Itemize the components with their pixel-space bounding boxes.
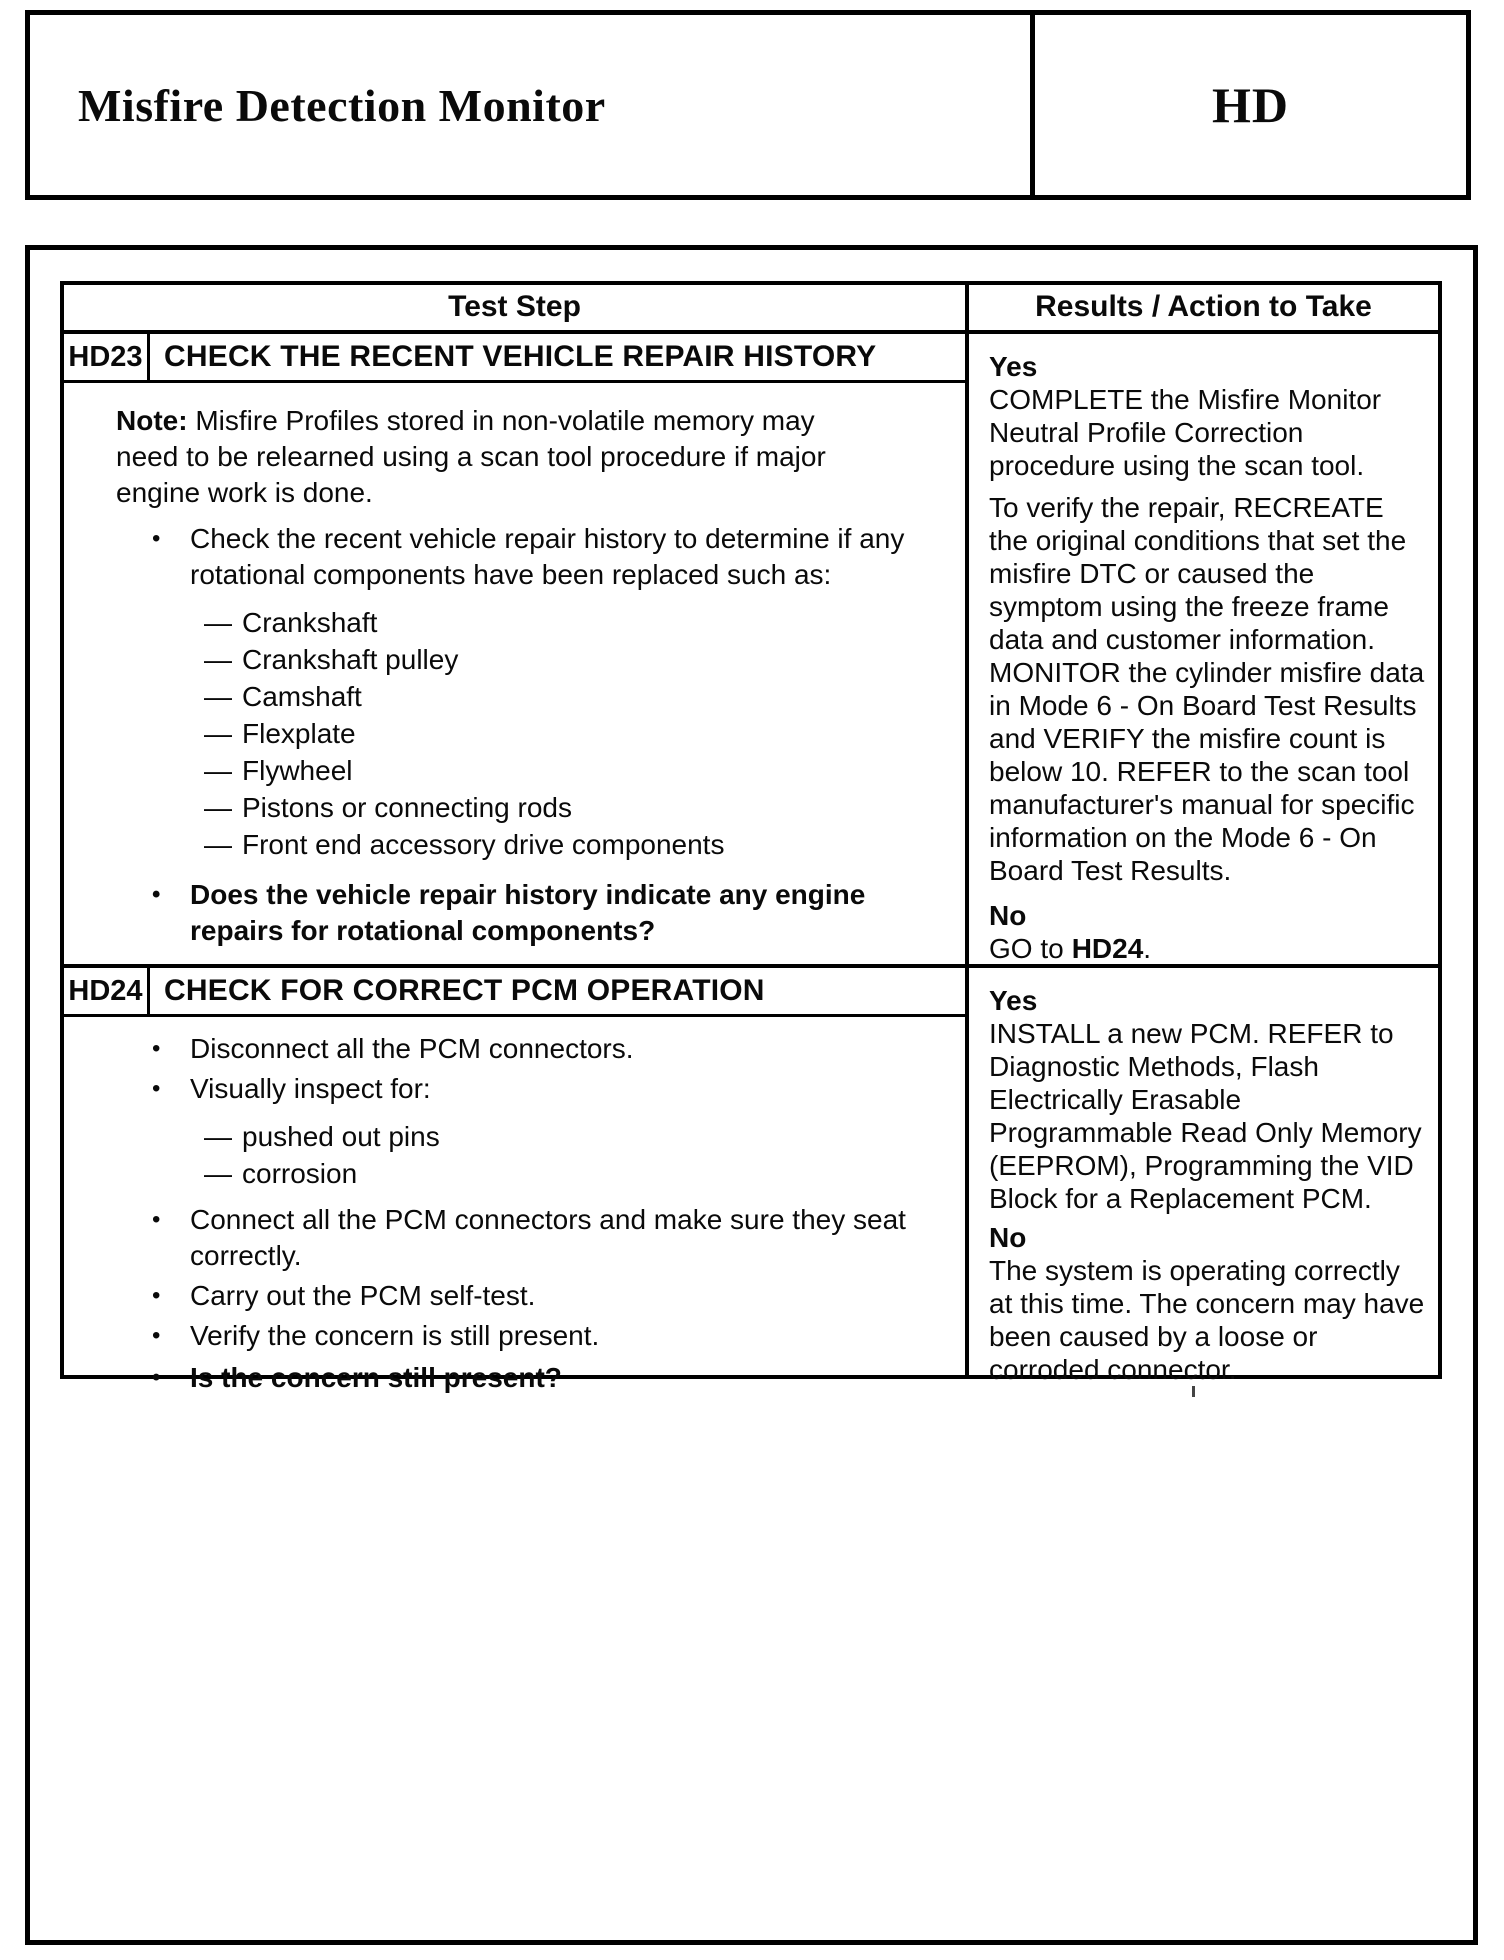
bullet-marker: • bbox=[152, 1206, 161, 1233]
step-hd24-title-row bbox=[64, 968, 965, 1017]
bullet-question bbox=[152, 877, 929, 949]
step-block-hd23 bbox=[64, 334, 1438, 968]
bullet-marker: • bbox=[152, 881, 161, 908]
bullet-text: Visually inspect for: bbox=[190, 1073, 431, 1104]
step-hd24-test-column bbox=[64, 968, 969, 1393]
component-item bbox=[204, 753, 935, 789]
yes-action-text: INSTALL a new PCM. REFER to Diagnostic Methods, Flash Electrically Erasable Programmable Read Only Memory (EEPROM), Programming the VID Block for a Replacement PCM. bbox=[989, 1018, 1422, 1214]
dash-marker: — bbox=[204, 1158, 232, 1189]
component-item bbox=[204, 605, 935, 641]
no-action-text bbox=[989, 932, 1428, 965]
bullet-marker: • bbox=[152, 1035, 161, 1062]
bullet-marker: • bbox=[152, 1075, 161, 1102]
col-header-results: Results / Action to Take bbox=[1035, 290, 1372, 323]
component-item bbox=[204, 679, 935, 715]
diagnostic-table bbox=[60, 281, 1442, 1393]
no-label: No bbox=[989, 1222, 1027, 1253]
bullet-marker: • bbox=[152, 525, 161, 552]
bullet-question bbox=[152, 1360, 929, 1396]
step-hd23-body bbox=[64, 383, 965, 964]
yes-label: Yes bbox=[989, 985, 1038, 1016]
bullet-item bbox=[152, 1031, 929, 1067]
component-text: Flywheel bbox=[242, 755, 353, 786]
dash-marker: — bbox=[204, 718, 232, 749]
yes-action-text: To verify the repair, RECREATE the original conditions that set the misfire DTC or caused the symptom using the freeze frame data and customer information. MONITOR the cylinder misfire data in Mode 6 - On Board Test Results and VERIFY the misfire count is below 10. REFER to the scan tool manufacturer's manual for specific information on the Mode 6 - On Board Test Results. bbox=[989, 492, 1425, 886]
table-header-row bbox=[64, 285, 1438, 334]
component-item bbox=[204, 642, 935, 678]
results-cell-hd23 bbox=[969, 334, 1438, 964]
bullet-item bbox=[152, 521, 929, 593]
step-title-hd24: CHECK FOR CORRECT PCM OPERATION bbox=[164, 974, 765, 1007]
component-text: Front end accessory drive components bbox=[242, 829, 725, 860]
component-item bbox=[204, 790, 935, 826]
col-header-test-step: Test Step bbox=[64, 285, 969, 330]
inspect-item bbox=[204, 1156, 935, 1192]
inspect-list bbox=[64, 1119, 947, 1192]
component-text: Pistons or connecting rods bbox=[242, 792, 572, 823]
component-item bbox=[204, 716, 935, 752]
content-box bbox=[25, 245, 1478, 1945]
dash-marker: — bbox=[204, 681, 232, 712]
bullet-item bbox=[152, 1318, 929, 1354]
header-box bbox=[25, 10, 1471, 200]
yes-label: Yes bbox=[989, 351, 1038, 382]
bullet-marker: • bbox=[152, 1322, 161, 1349]
component-text: Camshaft bbox=[242, 681, 362, 712]
note-label: Note: bbox=[116, 405, 188, 436]
step-id-hd23: HD23 bbox=[64, 334, 150, 380]
component-text: Crankshaft pulley bbox=[242, 644, 459, 675]
bullet-marker: • bbox=[152, 1282, 161, 1309]
bullet-item bbox=[152, 1278, 929, 1314]
scan-artifact-mark bbox=[1192, 1386, 1195, 1397]
component-item bbox=[204, 827, 935, 863]
bullet-marker: • bbox=[152, 1364, 161, 1391]
step-hd23-test-column bbox=[64, 334, 969, 964]
no-label: No bbox=[989, 900, 1027, 931]
step-hd24-body bbox=[64, 1017, 965, 1410]
go-to-text: GO to bbox=[989, 933, 1064, 964]
bullet-item bbox=[152, 1202, 929, 1274]
dash-marker: — bbox=[204, 792, 232, 823]
page-title: Misfire Detection Monitor bbox=[78, 79, 606, 131]
bullet-text: Connect all the PCM connectors and make sure they seat correctly. bbox=[190, 1204, 906, 1271]
inspect-text: corrosion bbox=[242, 1158, 358, 1189]
step-block-hd24 bbox=[64, 968, 1438, 1393]
note-text: Misfire Profiles stored in non-volatile memory may need to be relearned using a scan tool procedure if major engine work is done. bbox=[116, 405, 826, 508]
bullet-item bbox=[152, 1071, 929, 1107]
inspect-text: pushed out pins bbox=[242, 1121, 440, 1152]
component-text: Crankshaft bbox=[242, 607, 378, 638]
bullet-text: Carry out the PCM self-test. bbox=[190, 1280, 536, 1311]
note-paragraph bbox=[116, 403, 881, 511]
go-to-period: . bbox=[1143, 933, 1152, 964]
dash-marker: — bbox=[204, 644, 232, 675]
section-code: HD bbox=[1212, 77, 1289, 133]
bullet-text: Verify the concern is still present. bbox=[190, 1320, 600, 1351]
dash-marker: — bbox=[204, 755, 232, 786]
results-cell-hd24 bbox=[969, 968, 1438, 1385]
component-list bbox=[64, 605, 947, 863]
step-title-hd23: CHECK THE RECENT VEHICLE REPAIR HISTORY bbox=[164, 340, 877, 373]
dash-marker: — bbox=[204, 1121, 232, 1152]
dash-marker: — bbox=[204, 607, 232, 638]
component-text: Flexplate bbox=[242, 718, 356, 749]
step-id-hd24: HD24 bbox=[64, 968, 150, 1014]
question-text: Is the concern still present? bbox=[190, 1362, 562, 1393]
bullet-text: Disconnect all the PCM connectors. bbox=[190, 1033, 634, 1064]
question-text: Does the vehicle repair history indicate any engine repairs for rotational components? bbox=[190, 879, 866, 946]
bullet-text: Check the recent vehicle repair history to determine if any rotational components have been replaced such as: bbox=[190, 523, 905, 590]
header-title-cell bbox=[30, 15, 1035, 195]
yes-action-text: COMPLETE the Misfire Monitor Neutral Profile Correction procedure using the scan tool. bbox=[989, 384, 1382, 481]
inspect-item bbox=[204, 1119, 935, 1155]
no-action-text: The system is operating correctly at this time. The concern may have been caused by a loose or corroded connector. bbox=[989, 1255, 1425, 1385]
go-to-target: HD24 bbox=[1071, 933, 1144, 964]
dash-marker: — bbox=[204, 829, 232, 860]
step-hd23-title-row bbox=[64, 334, 965, 383]
header-code-cell bbox=[1035, 15, 1466, 195]
